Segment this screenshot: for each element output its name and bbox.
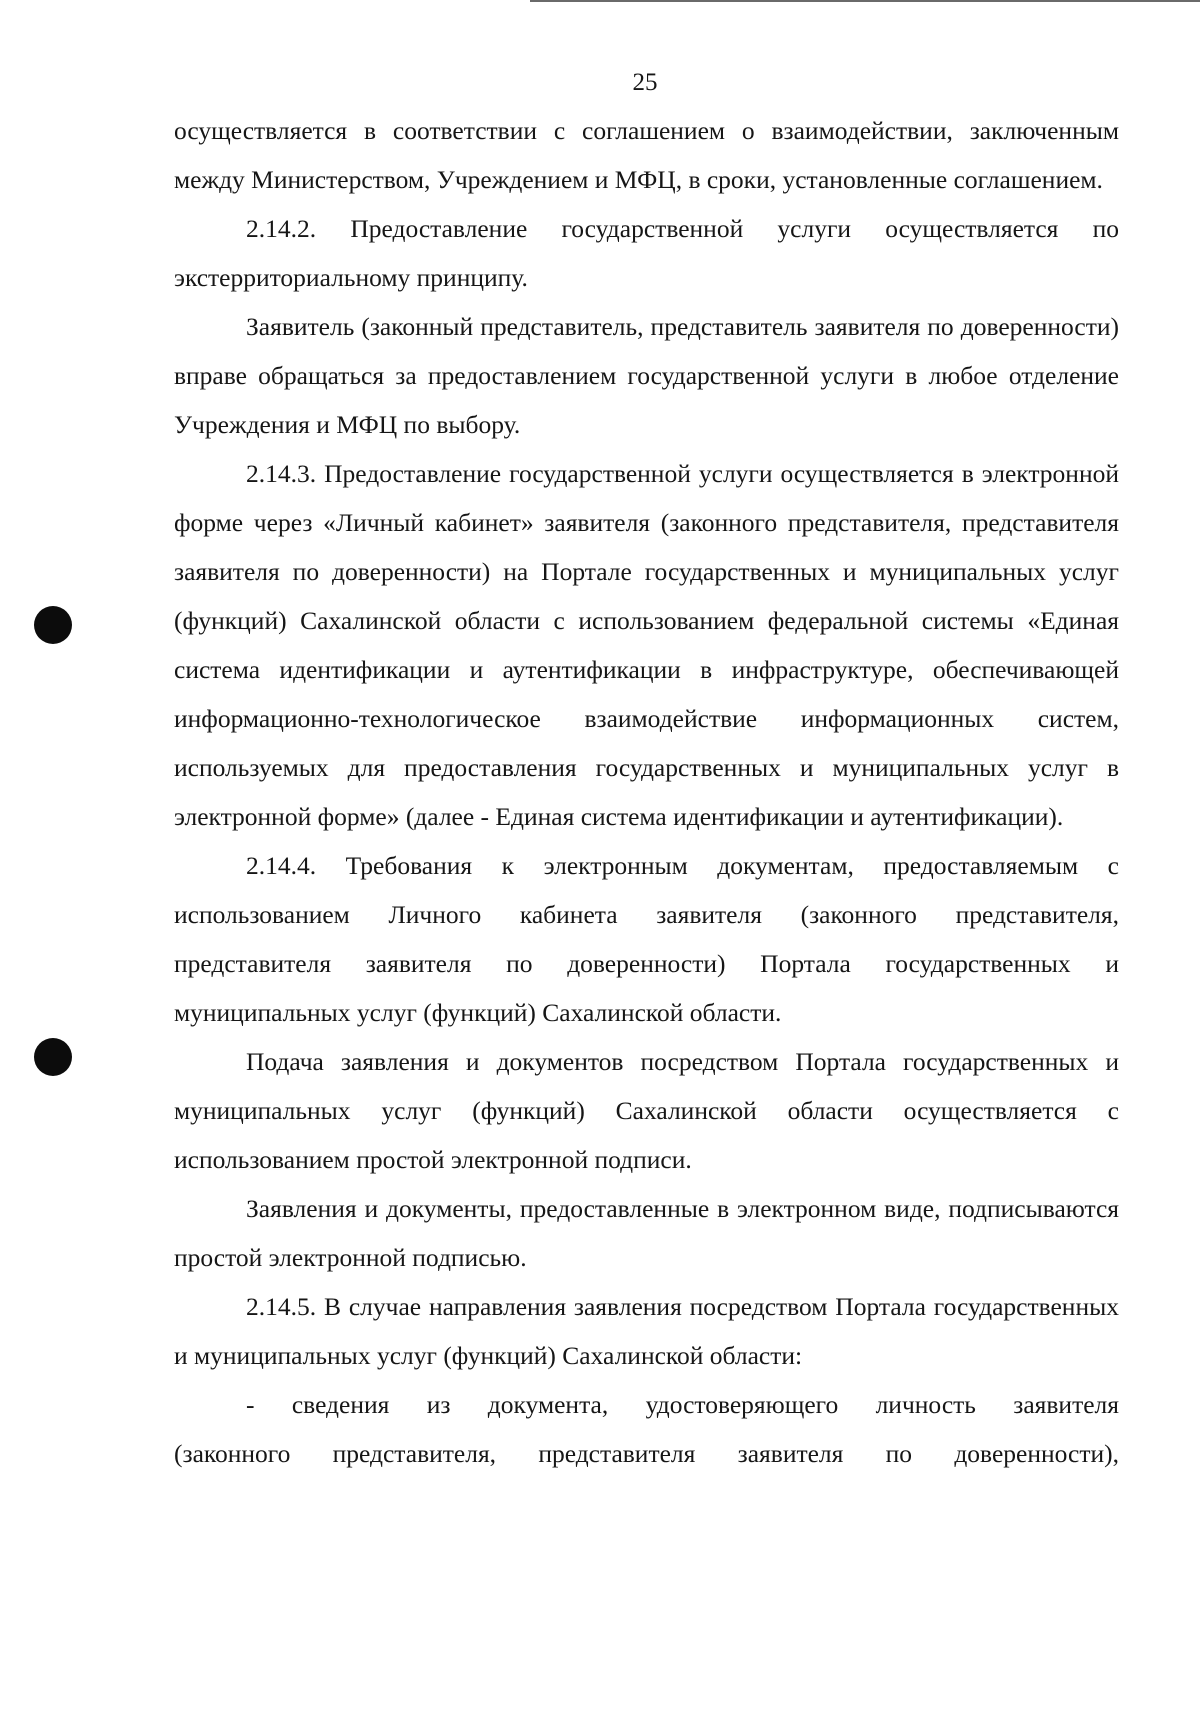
paragraph-identity-info (174, 1380, 1119, 1478)
page-number: 25 (632, 69, 658, 96)
punch-hole-mark (34, 1038, 72, 1076)
text-line: (законного представителя, представителя заявителя по доверенности), (174, 1439, 1119, 1468)
paragraph-applicant-right: Заявитель (законный представитель, представитель заявителя по доверенности) вправе обращаться за предоставлением государственной услуги в любое отделение Учреждения и МФЦ по выбору. (174, 312, 1119, 439)
paragraph-2-14-4: 2.14.4. Требования к электронным документам, предоставляемым с использованием Личного кабинета заявителя (законного представителя, представителя заявителя по доверенности) Портала государственных и муниципальных услуг (функций) Сахалинской области. (174, 851, 1119, 1027)
punch-hole-mark (34, 606, 72, 644)
paragraph-signature: Заявления и документы, предоставленные в электронном виде, подписываются простой электронной подписью. (174, 1194, 1119, 1272)
paragraph-2-14-2: 2.14.2. Предоставление государственной услуги осуществляется по экстерриториальному принципу. (174, 214, 1119, 292)
top-edge-rule (530, 0, 1200, 2)
paragraph-submission: Подача заявления и документов посредством Портала государственных и муниципальных услуг (функций) Сахалинской области осуществляется с использованием простой электронной подписи. (174, 1047, 1119, 1174)
paragraph-continuation: осуществляется в соответствии с соглашением о взаимодействии, заключенным между Министерством, Учреждением и МФЦ, в сроки, установленные соглашением. (174, 116, 1119, 194)
text-line: - сведения из документа, удостоверяющего личность заявителя (246, 1390, 1119, 1419)
paragraph-2-14-5: 2.14.5. В случае направления заявления посредством Портала государственных и муниципальных услуг (функций) Сахалинской области: (174, 1292, 1119, 1370)
document-body (174, 106, 1119, 1478)
paragraph-2-14-3: 2.14.3. Предоставление государственной услуги осуществляется в электронной форме через «Личный кабинет» заявителя (законного представителя, представителя заявителя по доверенности) на Портале государственных и муниципальных услуг (функций) Сахалинской области с использованием федеральной системы «Единая система идентификации и аутентификации в инфраструктуре, обеспечивающей информационно-технологическое взаимодействие информационных систем, используемых для предоставления государственных и муниципальных услуг в электронной форме» (далее - Единая система идентификации и аутентификации). (174, 459, 1119, 831)
